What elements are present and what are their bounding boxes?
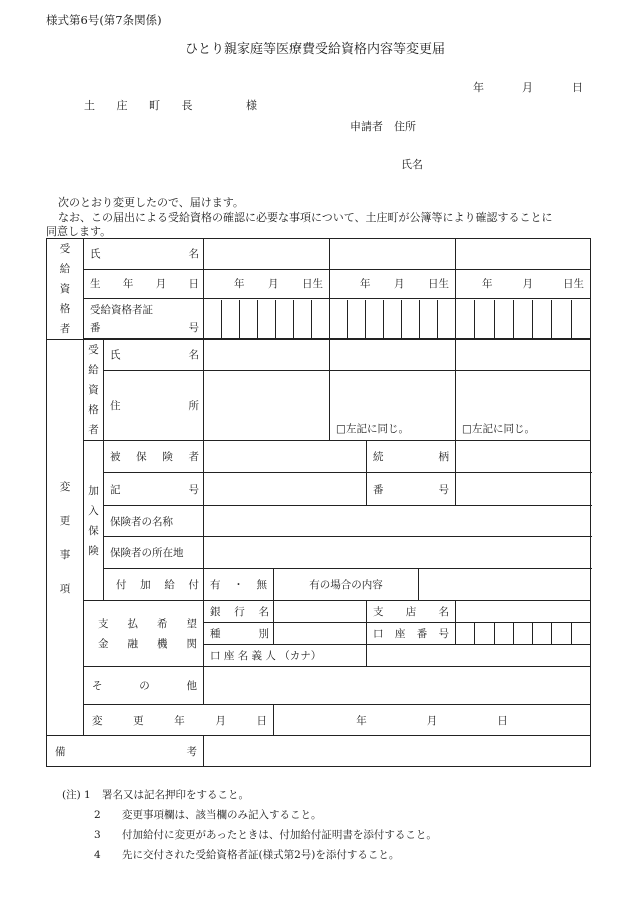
change-form-table [46, 238, 591, 767]
additional-benefit-label: 付 加 給 付 [104, 569, 204, 601]
change-items-group-label: 変 更 事 項 [47, 340, 84, 736]
note-3: 3 付加給付に変更があったときは、付加給付証明書を添付すること。 [94, 829, 437, 841]
change-address-1[interactable] [204, 370, 330, 440]
change-address-label: 住 所 [104, 370, 204, 440]
day-label: 日 [572, 81, 583, 94]
recipient-name-2[interactable] [330, 239, 456, 270]
insured-value[interactable] [204, 441, 367, 473]
branch-label: 支 店 名 [367, 601, 456, 623]
year-label: 年 [473, 81, 484, 94]
symbol-label: 記 号 [104, 473, 204, 506]
consent-text: なお、この届出による受給資格の確認に必要な事項について、土庄町が公簿等により確認することに [58, 211, 553, 224]
note-1: (注) 1 署名又は記名押印をすること。 [62, 789, 249, 801]
change-address-3[interactable] [456, 370, 591, 440]
other-value[interactable] [204, 667, 591, 705]
bank-name-label: 銀 行 名 [204, 601, 274, 623]
notes [62, 787, 437, 867]
insurance-group-label: 加 入 保 険 [84, 441, 104, 601]
insurer-address-label: 保険者の所在地 [104, 537, 204, 569]
same-as-left-checkbox[interactable]: □左記に同じ。 [462, 423, 535, 435]
recipient-group-label: 受 給 資 格 者 [47, 239, 84, 340]
relation-label: 続 柄 [367, 441, 456, 473]
cert-number-3[interactable] [456, 299, 591, 339]
dob-3[interactable]: 年 月 日生 [456, 269, 591, 299]
dob-label: 生 年 月 日 [84, 269, 204, 299]
cert-number-label: 受給資格者証 番 号 [84, 299, 204, 339]
addressee-suffix: 様 [246, 99, 257, 112]
change-name-2[interactable] [330, 340, 456, 371]
applicant-name-label: 氏名 [401, 158, 423, 171]
account-holder-value[interactable] [367, 645, 591, 667]
intro-text: 次のとおり変更したので、届けます。 [58, 196, 244, 209]
change-date-label: 変 更 年 月 日 [84, 705, 274, 736]
form-title: ひとり親家庭等医療費受給資格内容等変更届 [184, 42, 445, 57]
insured-label: 被 保 険 者 [104, 441, 204, 473]
branch-value[interactable] [456, 601, 591, 623]
change-name-1[interactable] [204, 340, 330, 371]
dob-1[interactable]: 年 月 日生 [204, 269, 330, 299]
dob-2[interactable]: 年 月 日生 [330, 269, 456, 299]
other-label: そ の 他 [84, 667, 204, 705]
note-2: 2 変更事項欄は、該当欄のみ記入すること。 [94, 809, 322, 821]
change-name-3[interactable] [456, 340, 591, 371]
if-yes-label: 有の場合の内容 [274, 569, 419, 601]
insurance-number-value[interactable] [456, 473, 591, 506]
insurer-name-value[interactable] [204, 506, 591, 537]
month-label: 月 [522, 81, 533, 94]
cert-number-2[interactable] [330, 299, 456, 339]
recipient-name-label: 氏 名 [84, 239, 204, 270]
addressee: 土 庄 町 長 [84, 99, 202, 112]
account-holder-label: 口 座 名 義 人 （カナ） [204, 645, 367, 667]
account-number-label: 口 座 番 号 [367, 623, 456, 645]
payment-bank-label: 支 払 希 望 金 融 機 関 [84, 601, 204, 667]
change-recipient-label: 受 給 資 格 者 [84, 340, 104, 441]
insurer-name-label: 保険者の名称 [104, 506, 204, 537]
change-address-2[interactable] [330, 370, 456, 440]
account-type-label: 種 別 [204, 623, 274, 645]
bank-name-value[interactable] [274, 601, 367, 623]
recipient-name-3[interactable] [456, 239, 591, 270]
symbol-value[interactable] [204, 473, 367, 506]
insurer-address-value[interactable] [204, 537, 591, 569]
same-as-left-checkbox[interactable]: □左記に同じ。 [336, 423, 409, 435]
note-4: 4 先に交付された受給資格者証(様式第2号)を添付すること。 [94, 849, 400, 861]
remarks-value[interactable] [204, 736, 591, 767]
cert-number-1[interactable] [204, 299, 330, 339]
change-name-label: 氏 名 [104, 340, 204, 371]
consent-text-cont: 同意します。 [46, 225, 112, 238]
if-yes-value[interactable] [419, 569, 591, 601]
change-date-value[interactable]: 年 月 日 [274, 705, 591, 736]
recipient-name-1[interactable] [204, 239, 330, 270]
form-number: 様式第6号(第7条関係) [46, 13, 162, 27]
account-type-value[interactable] [274, 623, 367, 645]
insurance-number-label: 番 号 [367, 473, 456, 506]
relation-value[interactable] [456, 441, 591, 473]
applicant-address-label: 申請者 住所 [350, 120, 416, 133]
yes-no-choice[interactable]: 有 ・ 無 [204, 569, 274, 601]
remarks-label: 備 考 [47, 736, 204, 767]
account-number-value[interactable] [456, 623, 591, 645]
